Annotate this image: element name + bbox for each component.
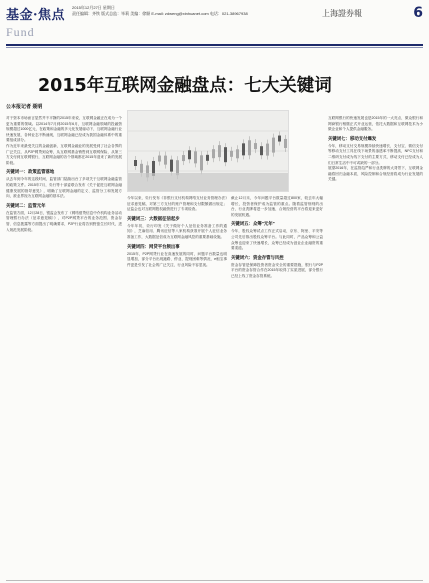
article-column-1 — [6, 116, 122, 578]
candle-body — [176, 160, 179, 175]
subheading: 关键词五：众筹"元年" — [231, 221, 275, 227]
paragraph: 展望2016年，在监管趋严和行业洗牌的大背景下，互联网金融将回归金融本质，风险控制和合规经营将成为行业发展的关键。 — [328, 166, 423, 182]
article-column-4 — [328, 116, 423, 578]
paragraph: 资金存管是保障投资者资金安全的重要措施，银行与P2P平台的资金存管合作在2015年取得了实质进展，部分银行已经上线了资金存管系统。 — [231, 262, 323, 278]
subheading: 关键词二：监管元年 — [6, 202, 46, 208]
page-number: 6 — [413, 5, 423, 21]
candle-body — [224, 147, 227, 162]
candle-body — [284, 139, 287, 148]
editor-line: 责任编辑：齐铁 版式总监：毕莉 美编：徐颐 E-mail: zdweng@xinhuanet.com 电话：021-38967938 — [72, 11, 248, 16]
paragraph: 互联网银行的快速发展也是2015年的一大亮点，微众银行和网商银行相继正式开业运营，依托大数据和互联网技术为小微企业和个人提供金融服务。 — [328, 116, 423, 132]
candle-body — [164, 156, 167, 165]
article-column-3 — [231, 196, 323, 578]
candle-body — [266, 144, 269, 156]
candle-body — [242, 143, 245, 155]
candle-body — [206, 155, 209, 161]
paragraph: 今年，移动支付交易规模持续快速增长，支付宝、微信支付等移动支付工具在线下场景的渗透率不断提高，NFC支付和二维码支付成为线下支付的主要方式，移动支付已经成为人们日常生活中不可或缺的一部分。 — [328, 143, 423, 165]
paragraph: 今年以来，央行发布《非银行支付机构网络支付业务管理办法》征求意见稿，对第三方支付的账户管理和支付限额做出规定；证监会也对互联网股权融资进行了专项检查。 — [127, 196, 227, 212]
paragraph: 今年，股权众筹试点工作正式启动，京东、阿里、平安等公司先后推出股权众筹平台。与此同时，产品众筹和公益众筹也迎来了快速增长，众筹已经成为创业企业融资的重要渠道。 — [231, 229, 323, 251]
candlestick-illustration — [128, 111, 288, 191]
candle-body — [158, 156, 161, 162]
candle-body — [236, 149, 239, 158]
section-block — [6, 4, 65, 40]
candle-body — [188, 150, 191, 159]
subheading: 关键词三：大数据征信起步 — [127, 215, 180, 221]
masthead-rule-thin — [6, 47, 423, 48]
issue-info — [72, 5, 302, 17]
candle-body — [254, 143, 257, 149]
candle-body — [194, 151, 197, 163]
candle-body — [272, 138, 275, 153]
candle-body — [230, 151, 233, 157]
candle-body — [218, 145, 221, 157]
candle-body — [212, 149, 215, 158]
article-headline: 2015年互联网金融盘点：七大关键词 — [38, 76, 332, 96]
paragraph: 从去年到今年的这段时间，监管部门陆续出台了多项关于互联网金融监管的政策文件。2015年7月，央行等十部委联合发布《关于促进互联网金融健康发展的指导意见》，明确了互联网金融的定义、监管分工和发展方向，被业界视为互联网金融的基本法。 — [6, 177, 122, 199]
paragraph: 2015年，P2P网贷行业在高速发展的同时，问题平台数量也明显增加，部分平台出现跑路、停业、提现困难等情况，e租宝事件更是引发了社会的广泛关注，行业风险不容忽视。 — [127, 251, 227, 267]
paragraph: 截止12月末，今年问题平台数量超过800家，较去年大幅增长，投资者保护成为监管的重点。随着监管细则的出台，行业洗牌将进一步加速，合规经营的平台将迎来更好的发展机遇。 — [231, 196, 323, 217]
candle-body — [140, 164, 143, 173]
bottom-rule — [6, 580, 423, 581]
candle-body — [260, 146, 263, 155]
issue-date: 2015年12月27日 星期日 — [72, 5, 115, 10]
candle-body — [200, 155, 203, 170]
paragraph: 作为近年来最受关注的金融创新，互联网金融业的发展受到了社会各界的广泛关注，从P2P网贷到众筹，从互联网基金销售到互联网保险，从第三方支付到互联网银行，互联网金融的各个领域都在2015年迎来了新的发展阶段。 — [6, 143, 122, 165]
paragraph: 今年年初，央行印发《关于做好个人征信业务准备工作的通知》，芝麻信用、腾讯征信等八家机构获准开展个人征信业务准备工作，大数据征信成为互联网金融风控的重要基础设施。 — [127, 223, 227, 239]
subheading: 关键词四：网贷平台频出事 — [127, 243, 180, 249]
masthead — [6, 4, 423, 42]
candle-body — [248, 140, 251, 155]
paragraph: 对于资本市场而言显然并不平静的2015年来说，互联网金融正在成为一个更为重要的领域。以2014年7月到2015年6月，互联网金融领域的投融资规模超过1000亿元，在政策和金融的多元化发展驱动下，互联网金融行业快速发展，各种业态不断涌现，互联网金融已经成为我国金融体系中的重要组成部分。 — [6, 116, 122, 143]
section-title: 基金·焦点 — [6, 8, 66, 23]
subheading: 关键词七：移动支付爆发 — [328, 135, 377, 141]
article-column-2 — [127, 196, 227, 578]
section-english: Fund — [6, 25, 35, 39]
candle-body — [278, 136, 281, 142]
subheading: 关键词一：政策监管落地 — [6, 169, 55, 175]
candlestick-photo — [127, 110, 289, 192]
paper-name: 上海證券報 — [322, 9, 362, 18]
candle-body — [134, 160, 137, 166]
candle-body — [182, 155, 185, 161]
reporter-byline: 公本报记者 聂明 — [6, 104, 43, 110]
paragraph: 在监管方面，12月28日，银监会发布了《网络借贷信息中介机构业务活动管理暂行办法（征求意见稿）》，对P2P网贷平台的业务范围、资金存管、信息披露等方面提出了明确要求，P2P行业将告别野蛮生长时代，进入规范发展阶段。 — [6, 210, 122, 232]
subheading: 关键词六：资金存管与风控 — [231, 254, 284, 260]
masthead-rule — [6, 44, 423, 46]
candle-body — [170, 160, 173, 172]
